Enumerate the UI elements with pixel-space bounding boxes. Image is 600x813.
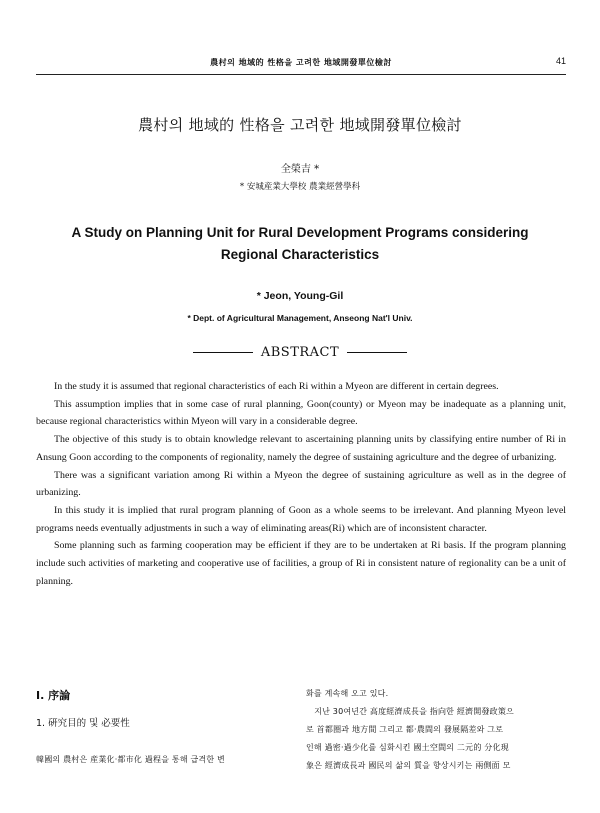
abstract-heading-text: ABSTRACT [260, 345, 340, 360]
abstract-body [36, 378, 566, 590]
abstract-rule-left [193, 352, 253, 353]
author-english: * Jeon, Young-Gil [256, 290, 344, 302]
abstract-paragraph: In the study it is assumed that regional characteristics of each Ri within a Myeon are different in certain degrees. [54, 381, 499, 392]
body-text-line: 인해 過密·過少化를 심화시킨 國土空間의 二元的 分化現 [306, 743, 509, 752]
affiliation-english: * Dept. of Agricultural Management, Anseong Nat'l Univ. [187, 313, 413, 323]
subsection-heading: 1. 硏究目的 및 必要性 [36, 718, 130, 729]
body-text [306, 685, 568, 775]
section-heading: Ⅰ. 序論 [36, 689, 71, 702]
abstract-paragraph: This assumption implies that in some case of rural planning, Goon(county) or Myeon may be inadequate as a planning unit, because regional characteristics within Myeon will vary in a considerable degree. [36, 398, 566, 428]
body-text-line: 지난 30여년간 高度經濟成長을 指向한 經濟開發政策으 [306, 707, 514, 716]
abstract-paragraph: The objective of this study is to obtain knowledge relevant to ascertaining planning units by classifying entire number of Ri in Ansung Goon according to the components of regionality, namely the degree of sustaining agriculture and the degree of urbanizing. [36, 434, 566, 463]
affiliation-korean: * 安城産業大學校 農業經營學科 [239, 182, 361, 192]
title-english: A Study on Planning Unit for Rural Development Programs considering Regional Characteristics [71, 225, 529, 262]
abstract-paragraph: Some planning such as farming cooperation may be efficient if they are to be undertaken at Ri basis. If the program planning include such activities of marketing and cooperative use of facilities, a group of Ri in consistent nature of regionality can be a unit of planning. [36, 540, 566, 587]
abstract-heading [0, 345, 600, 360]
left-column [36, 685, 286, 769]
body-text-line: 로 首都圈과 地方間 그리고 都·農間의 發展隔差와 그로 [306, 725, 504, 734]
body-text-line: 象은 經濟成長과 國民의 삶의 質을 향상시키는 兩側面 모 [306, 761, 511, 770]
page-number: 41 [555, 56, 566, 66]
abstract-paragraph: There was a significant variation among Ri within a Myeon the degree of sustaining agriculture as well as in the degree of urbanizing. [36, 469, 566, 499]
abstract-paragraph: In this study it is implied that rural program planning of Goon as a whole seems to be irrelevant. And planning Myeon level programs needs eventually adjustments in such a way of eliminating areas(Ri) which are of inconsistent character. [36, 504, 566, 534]
author-korean: 全榮吉 * [280, 164, 320, 175]
body-text-line: 韓國의 農村은 産業化·都市化 過程을 통해 급격한 변 [36, 755, 225, 764]
running-head-title: 農村의 地域的 性格을 고려한 地域開發單位檢討 [210, 58, 392, 67]
title-korean: 農村의 地域的 性格을 고려한 地域開發單位檢討 [138, 116, 462, 134]
abstract-rule-right [347, 352, 407, 353]
right-column [306, 685, 568, 775]
body-text-line: 화를 계속해 오고 있다. [306, 689, 389, 698]
running-head [36, 56, 566, 75]
